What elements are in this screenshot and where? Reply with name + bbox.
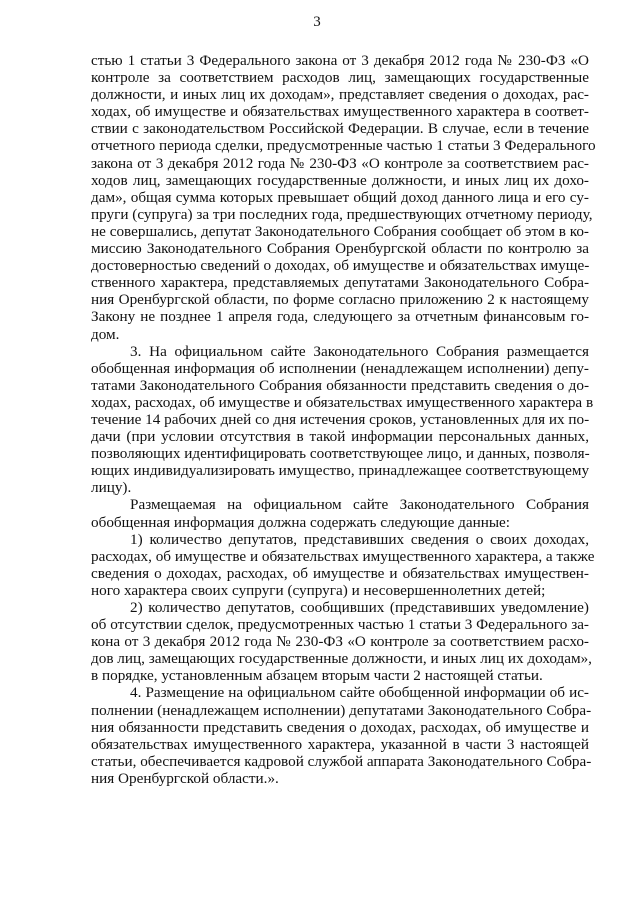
text-line: отчетного периода сделки, предусмотренные частью 1 статьи 3 Федерального <box>91 137 596 155</box>
paragraph <box>91 52 596 343</box>
text-line: в порядке, установленным абзацем вторым части 2 настоящей статьи. <box>91 667 543 685</box>
text-line: 3. На официальном сайте Законодательного Собрания размещается <box>130 342 589 360</box>
paragraph <box>91 342 594 497</box>
text-line: дом. <box>91 325 120 343</box>
text-line: ния Оренбургской области.». <box>91 769 279 787</box>
text-line: ния Оренбургской области, по форме согласно приложению 2 к настоящему <box>91 291 589 309</box>
text-line: не совершались, депутат Законодательного Собрания сообщает об этом в ко- <box>91 222 589 240</box>
text-line: дов лиц, замещающих государственные должности, и иных лиц их доходам», <box>91 650 592 668</box>
text-line: лицу). <box>91 479 132 497</box>
text-line: достоверностью сведений о доходах, об имуществе и обязательствах имуще- <box>91 257 590 275</box>
text-line: течение 14 рабочих дней со дня истечения сроков, установленных для их по- <box>91 410 590 428</box>
text-line: закона от 3 декабря 2012 года № 230-ФЗ «О контроле за соответствием рас- <box>91 154 589 172</box>
text-line: полнении (ненадлежащем исполнении) депутатами Законодательного Собра- <box>91 701 592 719</box>
text-line: об отсутствии сделок, предусмотренных частью 1 статьи 3 Федерального за- <box>91 616 589 634</box>
text-line: ния обязанности представить сведения о доходах, расходах, об имуществе и <box>91 718 589 736</box>
text-line: дам», общая сумма которых превышает общий доход данного лица и его су- <box>91 188 589 206</box>
text-line: статьи, обеспечивается кадровой службой аппарата Законодательного Собра- <box>91 752 592 770</box>
text-line: татами Законодательного Собрания обязанности представить сведения о до- <box>91 376 589 394</box>
document-body <box>91 52 596 787</box>
text-line: позволяющих идентифицировать соответствующее лицо, и данных, позволя- <box>91 445 590 463</box>
text-line: ходах, расходах, об имуществе и обязательствах имущественного характера в <box>91 393 594 411</box>
text-line: 2) количество депутатов, сообщивших (представивших уведомление) <box>130 599 589 616</box>
paragraph <box>91 599 592 685</box>
paragraph <box>91 684 592 787</box>
text-line: сведения о доходах, расходах, об имуществе и обязательствах имуществен- <box>91 564 589 582</box>
text-line: кона от 3 декабря 2012 года № 230-ФЗ «О контроле за соответствием расхо- <box>91 633 589 651</box>
text-line: стью 1 статьи 3 Федерального закона от 3 декабря 2012 года № 230-ФЗ «О <box>91 52 589 69</box>
paragraph <box>91 530 595 599</box>
text-line: обобщенная информация об исполнении (ненадлежащем исполнении) депу- <box>91 359 589 377</box>
text-line: ного характера своих супруги (супруга) и несовершеннолетних детей; <box>91 581 546 599</box>
text-line: ходов лиц, замещающих государственные должности, и иных лиц их дохо- <box>91 171 589 189</box>
text-line: ющих индивидуализировать имущество, принадлежащее соответствующему <box>91 462 590 480</box>
text-line: ствии с законодательством Российской Федерации. В случае, если в течение <box>91 120 589 138</box>
text-line: обобщенная информация должна содержать следующие данные: <box>91 513 510 531</box>
text-line: должности, и иных лиц их доходам», представляет сведения о доходах, рас- <box>91 86 589 104</box>
text-line: контроле за соответствием расходов лиц, замещающих государственные <box>91 69 589 87</box>
text-line: Закону не позднее 1 апреля года, следующего за отчетным финансовым го- <box>91 308 589 326</box>
text-line: расходах, об имуществе и обязательствах имущественного характера, а также <box>91 547 595 565</box>
text-line: ходах, об имуществе и обязательствах имущественного характера в соответ- <box>91 103 589 121</box>
page-number: 3 <box>313 14 321 30</box>
paragraph <box>91 496 589 530</box>
text-line: обязательствах имущественного характера, указанной в части 3 настоящей <box>91 735 589 753</box>
text-line: 4. Размещение на официальном сайте обобщенной информации об ис- <box>130 684 589 702</box>
text-line: 1) количество депутатов, представивших сведения о своих доходах, <box>130 530 589 548</box>
text-line: дачи (при условии отсутствия в такой информации персональных данных, <box>91 428 589 446</box>
text-line: миссию Законодательного Собрания Оренбургской области по контролю за <box>91 240 589 258</box>
text-line: Размещаемая на официальном сайте Законодательного Собрания <box>130 496 589 514</box>
text-line: ственного характера, представляемых депутатами Законодательного Собра- <box>91 274 589 292</box>
text-line: пруги (супруга) за три последних года, предшествующих отчетному периоду, <box>91 205 593 223</box>
